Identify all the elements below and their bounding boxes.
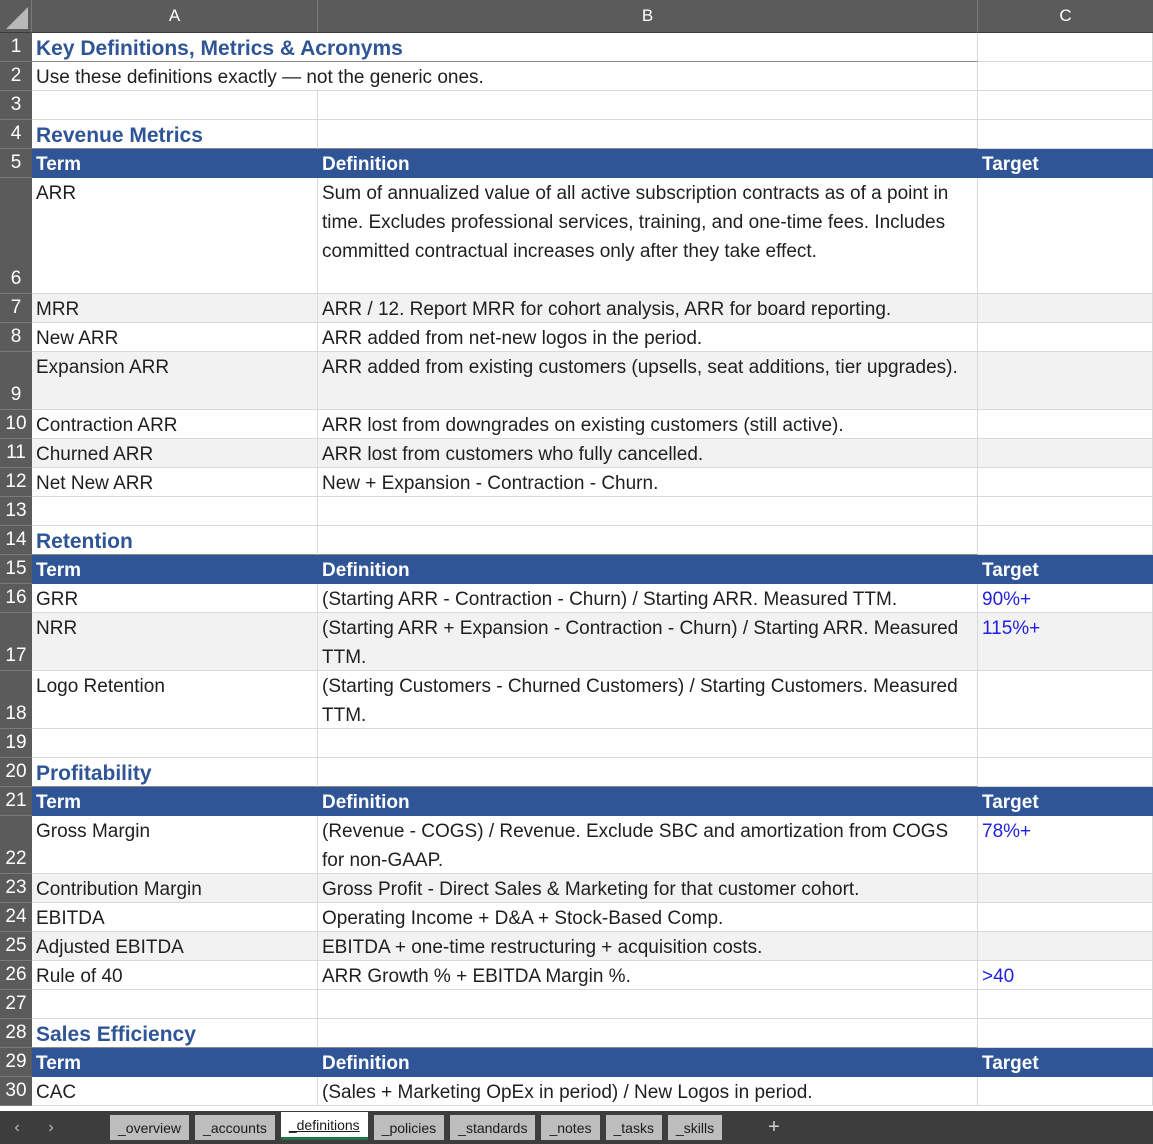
row-number[interactable]: 13 [0,497,32,526]
table-row [0,120,1153,149]
row-number[interactable]: 6 [0,178,32,294]
term-cell[interactable]: Term [32,149,318,178]
table-row [0,613,1153,671]
target-cell[interactable] [978,497,1153,526]
table-header-row [0,1048,1153,1077]
target-cell[interactable] [978,874,1153,903]
target-cell[interactable] [978,903,1153,932]
row-number[interactable]: 24 [0,903,32,932]
section-title-cell[interactable]: Revenue Metrics [32,120,318,149]
target-cell[interactable]: Target [978,555,1153,584]
definition-cell[interactable]: New + Expansion - Contraction - Churn. [318,468,978,497]
term-cell[interactable]: GRR [32,584,318,613]
sheet-tab[interactable]: _standards [450,1115,535,1140]
target-cell[interactable] [978,62,1153,91]
target-cell[interactable] [978,33,1153,62]
row-number[interactable]: 22 [0,816,32,874]
row-number[interactable]: 8 [0,323,32,352]
definition-cell[interactable]: (Starting Customers - Churned Customers) / Starting Customers. Measured TTM. [318,671,978,729]
target-cell[interactable] [978,178,1153,294]
definition-cell[interactable]: (Revenue - COGS) / Revenue. Exclude SBC and amortization from COGS for non-GAAP. [318,816,978,874]
table-row [0,584,1153,613]
table-row [0,352,1153,410]
sheet-tab[interactable]: _definitions [281,1112,368,1140]
term-cell[interactable]: Term [32,555,318,584]
table-row [0,932,1153,961]
target-cell[interactable]: 115%+ [978,613,1153,671]
definition-cell[interactable] [318,497,978,526]
definition-cell[interactable]: Operating Income + D&A + Stock-Based Comp. [318,903,978,932]
term-cell[interactable]: EBITDA [32,903,318,932]
target-cell[interactable] [978,120,1153,149]
table-row [0,497,1153,526]
target-cell[interactable] [978,352,1153,410]
term-cell[interactable] [32,91,318,120]
definition-cell[interactable] [318,91,978,120]
row-number[interactable]: 11 [0,439,32,468]
sheet-tab[interactable]: _overview [110,1115,189,1140]
definition-cell[interactable] [318,1019,978,1048]
table-row [0,91,1153,120]
sheet-tab[interactable]: _skills [668,1115,722,1140]
definition-cell[interactable]: Definition [318,555,978,584]
sheet-tabs [110,1115,728,1140]
target-cell[interactable] [978,671,1153,729]
table-row [0,294,1153,323]
section-title-cell[interactable]: Sales Efficiency [32,1019,318,1048]
row-number[interactable]: 25 [0,932,32,961]
target-cell[interactable]: Target [978,1048,1153,1077]
definition-cell[interactable]: Definition [318,149,978,178]
table-row [0,33,1153,62]
target-cell[interactable]: 90%+ [978,584,1153,613]
row-number[interactable]: 2 [0,62,32,91]
row-number[interactable]: 27 [0,990,32,1019]
term-cell[interactable]: Contraction ARR [32,410,318,439]
target-cell[interactable] [978,932,1153,961]
table-row [0,816,1153,874]
row-number[interactable]: 19 [0,729,32,758]
sheet-tab[interactable]: _policies [374,1115,444,1140]
table-row [0,323,1153,352]
row-number[interactable]: 14 [0,526,32,555]
row-number[interactable]: 20 [0,758,32,787]
term-cell[interactable] [32,990,318,1019]
definition-cell[interactable]: Definition [318,1048,978,1077]
term-cell[interactable]: Contribution Margin [32,874,318,903]
definition-cell[interactable] [318,729,978,758]
table-row [0,671,1153,729]
definition-cell[interactable] [318,990,978,1019]
definition-cell[interactable]: ARR / 12. Report MRR for cohort analysis, ARR for board reporting. [318,294,978,323]
row-number[interactable]: 18 [0,671,32,729]
section-title-cell[interactable]: Key Definitions, Metrics & Acronyms [32,33,318,62]
term-cell[interactable]: ARR [32,178,318,294]
row-number[interactable]: 15 [0,555,32,584]
table-row [0,729,1153,758]
definition-cell[interactable]: Definition [318,787,978,816]
sheet-tab[interactable]: _accounts [195,1115,275,1140]
term-cell[interactable]: Term [32,787,318,816]
column-header-a[interactable]: A [32,0,318,33]
select-all-button[interactable] [0,0,32,33]
table-header-row [0,555,1153,584]
definition-cell[interactable]: EBITDA + one-time restructuring + acquisition costs. [318,932,978,961]
target-cell[interactable] [978,439,1153,468]
section-title-cell[interactable]: Retention [32,526,318,555]
definition-cell[interactable]: (Sales + Marketing OpEx in period) / New Logos in period. [318,1077,978,1106]
table-row [0,903,1153,932]
section-title-cell[interactable]: Profitability [32,758,318,787]
definition-cell[interactable]: (Starting ARR - Contraction - Churn) / Starting ARR. Measured TTM. [318,584,978,613]
row-number[interactable]: 7 [0,294,32,323]
target-cell[interactable]: Target [978,149,1153,178]
target-cell[interactable]: Target [978,787,1153,816]
table-header-row [0,149,1153,178]
definition-cell[interactable] [318,120,978,149]
row-number[interactable]: 30 [0,1077,32,1106]
term-cell[interactable]: Churned ARR [32,439,318,468]
row-number[interactable]: 21 [0,787,32,816]
term-cell[interactable]: NRR [32,613,318,671]
column-header-b[interactable]: B [318,0,978,33]
definition-cell[interactable]: Gross Profit - Direct Sales & Marketing for that customer cohort. [318,874,978,903]
term-cell[interactable]: Adjusted EBITDA [32,932,318,961]
definition-cell[interactable]: Sum of annualized value of all active subscription contracts as of a point in time. Excludes professional services, training, and one-time fees. Includes committed contractual increases only after they take effect. [318,178,978,294]
definition-cell[interactable] [318,758,978,787]
row-number[interactable]: 9 [0,352,32,410]
row-number[interactable]: 10 [0,410,32,439]
target-cell[interactable] [978,990,1153,1019]
target-cell[interactable] [978,729,1153,758]
target-cell[interactable] [978,526,1153,555]
term-cell[interactable]: New ARR [32,323,318,352]
table-row [0,526,1153,555]
term-cell[interactable]: Logo Retention [32,671,318,729]
table-row [0,62,1153,91]
term-cell[interactable]: CAC [32,1077,318,1106]
table-row [0,178,1153,294]
row-number[interactable]: 1 [0,33,32,62]
table-row [0,1019,1153,1048]
column-header-c[interactable]: C [978,0,1153,33]
table-row [0,439,1153,468]
target-cell[interactable] [978,758,1153,787]
definition-cell[interactable]: ARR Growth % + EBITDA Margin %. [318,961,978,990]
target-cell[interactable] [978,410,1153,439]
term-cell[interactable]: MRR [32,294,318,323]
definition-cell[interactable]: (Starting ARR + Expansion - Contraction - Churn) / Starting ARR. Measured TTM. [318,613,978,671]
table-row [0,1077,1153,1106]
definition-cell[interactable]: ARR lost from customers who fully cancelled. [318,439,978,468]
table-header-row [0,787,1153,816]
table-row [0,874,1153,903]
row-number[interactable]: 26 [0,961,32,990]
term-cell[interactable] [32,729,318,758]
target-cell[interactable] [978,1019,1153,1048]
target-cell[interactable] [978,294,1153,323]
term-cell[interactable]: Term [32,1048,318,1077]
row-number[interactable]: 3 [0,91,32,120]
target-cell[interactable] [978,1077,1153,1106]
select-all-triangle-icon [6,7,28,29]
target-cell[interactable] [978,468,1153,497]
table-row [0,468,1153,497]
sheet-tab[interactable]: _tasks [606,1115,662,1140]
scroll-tabs-right-icon[interactable]: › [48,1118,54,1136]
row-number[interactable]: 29 [0,1048,32,1077]
sheet-tab[interactable]: _notes [541,1115,599,1140]
row-number[interactable]: 5 [0,149,32,178]
definition-cell[interactable]: ARR lost from downgrades on existing customers (still active). [318,410,978,439]
term-cell[interactable] [32,497,318,526]
definition-cell[interactable] [318,526,978,555]
term-cell[interactable]: Net New ARR [32,468,318,497]
definition-cell[interactable] [318,33,978,62]
table-row [0,990,1153,1019]
target-cell[interactable] [978,91,1153,120]
term-cell[interactable]: Expansion ARR [32,352,318,410]
table-row [0,410,1153,439]
row-number[interactable]: 17 [0,613,32,671]
row-number[interactable]: 23 [0,874,32,903]
add-sheet-button[interactable]: + [768,1116,780,1138]
sheet-tab-bar [0,1111,1153,1144]
definition-cell[interactable]: ARR added from existing customers (upsells, seat additions, tier upgrades). [318,352,978,410]
row-number[interactable]: 16 [0,584,32,613]
scroll-tabs-left-icon[interactable]: ‹ [14,1118,20,1136]
target-cell[interactable] [978,323,1153,352]
row-number[interactable]: 4 [0,120,32,149]
table-row [0,961,1153,990]
row-number[interactable]: 12 [0,468,32,497]
target-cell[interactable]: 78%+ [978,816,1153,874]
table-row [0,758,1153,787]
target-cell[interactable]: >40 [978,961,1153,990]
term-cell[interactable]: Use these definitions exactly — not the generic ones. [32,62,318,91]
term-cell[interactable]: Rule of 40 [32,961,318,990]
definition-cell[interactable]: ARR added from net-new logos in the period. [318,323,978,352]
term-cell[interactable]: Gross Margin [32,816,318,874]
row-number[interactable]: 28 [0,1019,32,1048]
